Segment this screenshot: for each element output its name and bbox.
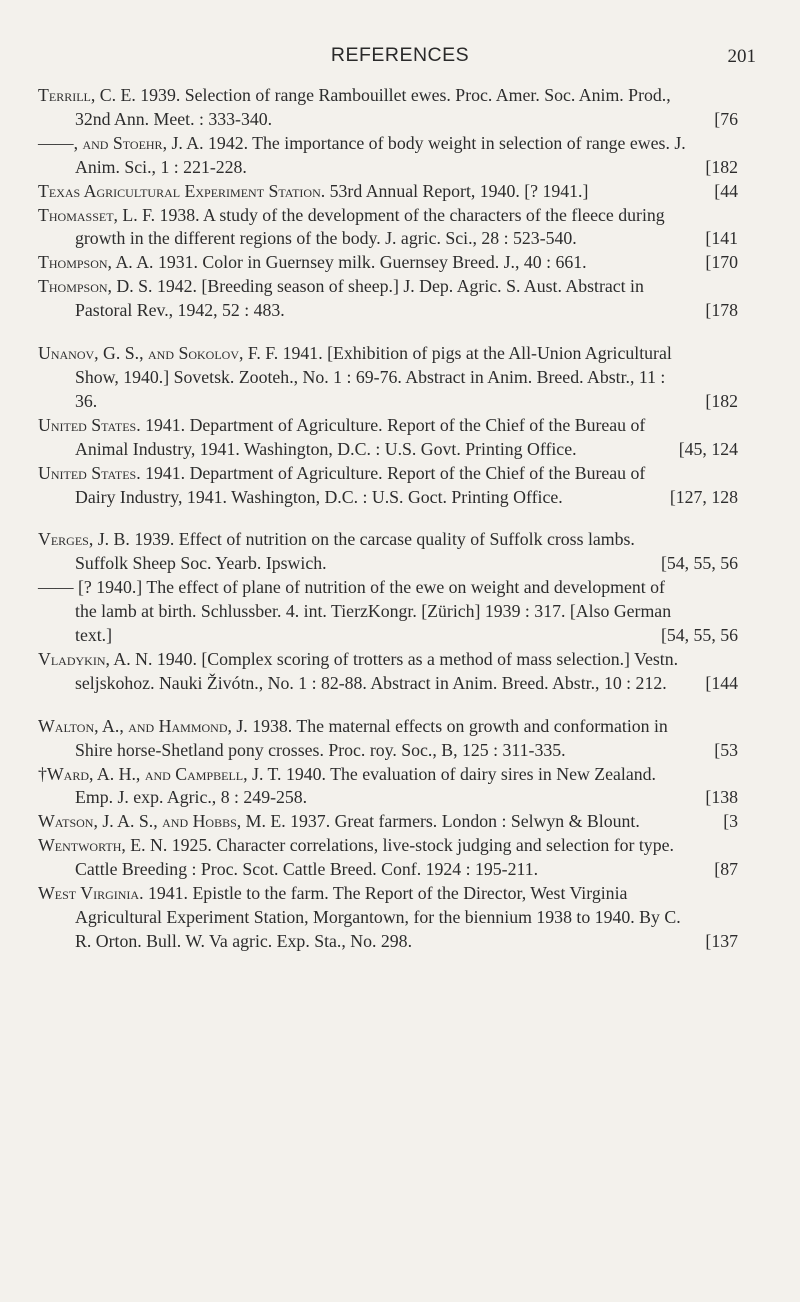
reference-author: Verges, J. B. (38, 529, 130, 550)
page-header (40, 44, 760, 74)
reference-pages: [54, 55, 56 (660, 553, 738, 574)
reference-text: 1942. The importance of body weight in selection of range ewes. J. Anim. Sci., 1 : 221-228. (75, 132, 686, 177)
reference-pages: [53 (714, 739, 738, 760)
reference-text: 1939. Effect of nutrition on the carcase quality of Suffolk cross lambs. Suffolk Sheep Soc. Yearb. Ipswich. (75, 529, 635, 574)
reference-group-t (38, 84, 738, 323)
reference-author: Unanov, G. S., and Sokolov, F. F. (38, 343, 279, 364)
reference-text: 1941. Department of Agriculture. Report of the Chief of the Bureau of Dairy Industry, 1941. Washington, D.C. : U.S. Goct. Printing Office. (75, 462, 646, 507)
reference-entry (38, 648, 738, 696)
reference-pages: [137 (705, 930, 738, 951)
reference-entry (38, 275, 738, 323)
reference-list (38, 84, 738, 973)
reference-entry (38, 882, 738, 954)
reference-text: 1938. The maternal effects on growth and conformation in Shire horse-Shetland pony crosses. Proc. roy. Soc., B, 125 : 311-335. (75, 715, 668, 760)
reference-entry (38, 528, 738, 576)
reference-text: 1941. [Exhibition of pigs at the All-Union Agricultural Show, 1940.] Sovetsk. Zooteh., No. 1 : 69-76. Abstract in Anim. Breed. Abstr., 11 : 36. (75, 343, 672, 411)
reference-entry (38, 810, 738, 834)
reference-text: 1925. Character correlations, live-stock judging and selection for type. Cattle Breeding : Proc. Scot. Cattle Breed. Conf. 1924 : 195-211. (75, 835, 674, 880)
reference-entry (38, 462, 738, 510)
reference-pages: [178 (705, 300, 738, 321)
reference-author: Thompson, A. A. (38, 252, 154, 273)
reference-entry (38, 715, 738, 763)
reference-text: [? 1940.] The effect of plane of nutrition of the ewe on weight and development of the lamb at birth. Schlussber. 4. int. TierzKongr. [Zürich] 1939 : 317. [Also German text.] (75, 577, 672, 646)
reference-pages: [138 (705, 787, 738, 808)
reference-text: 1940. [Complex scoring of trotters as a method of mass selection.] Vestn. seljskohoz. Nauki Živótn., No. 1 : 82-88. Abstract in Anim. Breed. Abstr., 10 : 212. (75, 648, 679, 693)
reference-entry (38, 204, 738, 252)
reference-entry (38, 763, 738, 811)
reference-author: Vladykin, A. N. (38, 648, 153, 669)
reference-author: Thompson, D. S. (38, 276, 153, 297)
reference-pages: [182 (705, 390, 738, 411)
reference-group-v (38, 528, 738, 695)
reference-text: 1941. Department of Agriculture. Report of the Chief of the Bureau of Animal Industry, 1941. Washington, D.C. : U.S. Govt. Printing Office. (75, 414, 646, 459)
reference-pages: [141 (705, 228, 738, 249)
reference-entry (38, 342, 738, 414)
reference-author: West Virginia. (38, 883, 144, 904)
reference-entry (38, 834, 738, 882)
reference-pages: [76 (714, 108, 738, 129)
reference-pages: [45, 124 (678, 438, 738, 459)
reference-author: ——, and Stoehr, J. A. (38, 132, 204, 153)
reference-pages: [87 (714, 859, 738, 880)
reference-author: Watson, J. A. S., and Hobbs, M. E. (38, 811, 286, 832)
reference-pages: [44 (714, 180, 738, 201)
page-title: REFERENCES (330, 44, 470, 66)
reference-entry (38, 84, 738, 132)
reference-pages: [182 (705, 156, 738, 177)
reference-pages: [127, 128 (669, 486, 738, 507)
reference-author: United States. (38, 414, 141, 435)
reference-pages: [170 (705, 252, 738, 273)
reference-text: 1942. [Breeding season of sheep.] J. Dep. Agric. S. Aust. Abstract in Pastoral Rev., 1942, 52 : 483. (75, 276, 644, 321)
reference-pages: [54, 55, 56 (660, 625, 738, 646)
reference-text: 1937. Great farmers. London : Selwyn & Blount. (290, 811, 640, 832)
reference-entry (38, 576, 738, 648)
reference-entry (38, 414, 738, 462)
reference-author: —— (38, 577, 74, 598)
reference-author: United States. (38, 462, 141, 483)
reference-group-u (38, 342, 738, 509)
reference-entry (38, 251, 738, 275)
reference-text: 53rd Annual Report, 1940. [? 1941.] (329, 180, 589, 201)
reference-author: Terrill, C. E. (38, 85, 136, 105)
reference-group-w (38, 715, 738, 954)
reference-text: 1939. Selection of range Rambouillet ewes. Proc. Amer. Soc. Anim. Prod., 32nd Ann. Meet. : 333-340. (75, 85, 671, 129)
reference-author: †Ward, A. H., and Campbell, J. T. (38, 763, 282, 784)
reference-text: 1938. A study of the development of the characters of the fleece during growth in the different regions of the body. J. agric. Sci., 28 : 523-540. (75, 204, 665, 249)
reference-text: 1941. Epistle to the farm. The Report of the Director, West Virginia Agricultural Experiment Station, Morgantown, for the biennium 1938 to 1940. By C. R. Orton. Bull. W. Va agric. Exp. Sta., No. 298. (75, 883, 681, 951)
reference-entry (38, 132, 738, 180)
reference-author: Walton, A., and Hammond, J. (38, 715, 248, 736)
reference-author: Wentworth, E. N. (38, 835, 168, 856)
page-number: 201 (727, 46, 756, 67)
reference-text: 1931. Color in Guernsey milk. Guernsey Breed. J., 40 : 661. (157, 252, 587, 273)
reference-pages: [3 (723, 811, 738, 832)
reference-author: Thomasset, L. F. (38, 204, 156, 225)
reference-author: Texas Agricultural Experiment Station. (38, 180, 326, 201)
reference-pages: [144 (705, 672, 738, 693)
reference-entry (38, 180, 738, 204)
reference-text: 1940. The evaluation of dairy sires in New Zealand. Emp. J. exp. Agric., 8 : 249-258. (75, 763, 656, 808)
